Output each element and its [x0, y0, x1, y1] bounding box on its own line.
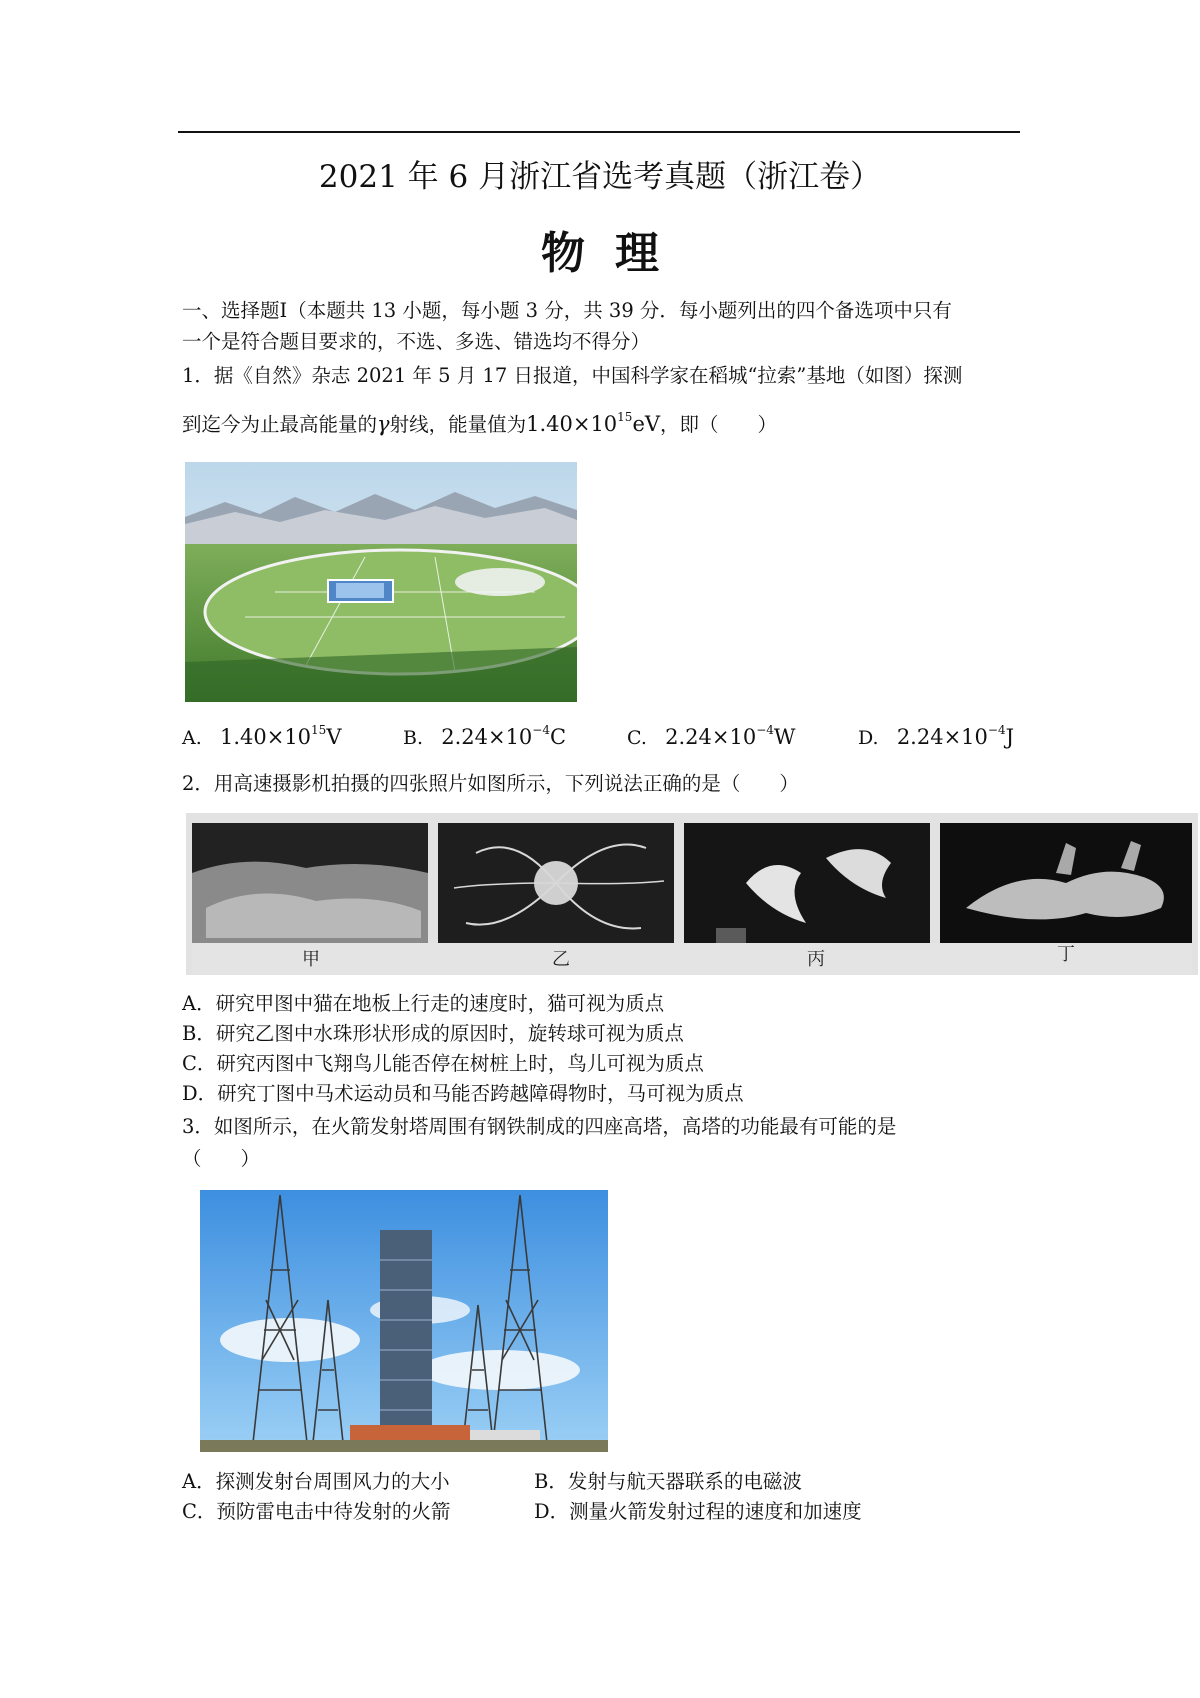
section-heading-line2: 一个是符合题目要求的，不选、多选、错选均不得分） — [182, 330, 651, 353]
option-mantissa: 1.40×10 — [219, 725, 312, 749]
option-letter: D. — [858, 727, 879, 749]
option-exponent: −4 — [987, 723, 1006, 737]
q1-option-b — [403, 723, 566, 752]
option-unit: W — [773, 725, 796, 749]
gamma-symbol: γ — [377, 412, 390, 436]
photo-label-ding: 丁 — [1057, 944, 1075, 965]
exam-title: 2021 年 6 月浙江省选考真题（浙江卷） — [318, 159, 882, 195]
q3-stem-line1: 3．如图所示，在火箭发射塔周围有钢铁制成的四座高塔，高塔的功能最有可能的是 — [182, 1115, 897, 1138]
top-border-rule — [178, 131, 1020, 133]
photo-label-yi: 乙 — [552, 949, 570, 970]
q2-option-d: D．研究丁图中马术运动员和马能否跨越障碍物时，马可视为质点 — [182, 1082, 744, 1105]
option-unit: V — [326, 725, 342, 749]
option-mantissa: 2.24×10 — [665, 725, 757, 749]
q1-stem-line2 — [182, 410, 777, 439]
option-value — [665, 725, 795, 749]
photo-label-jia: 甲 — [302, 949, 320, 970]
q3-option-c: C．预防雷电击中待发射的火箭 — [182, 1500, 451, 1523]
launch-tower-photo — [200, 1190, 608, 1452]
q2-stem: 2．用高速摄影机拍摄的四张照片如图所示，下列说法正确的是（ ） — [182, 772, 799, 795]
option-exponent: −4 — [756, 723, 774, 737]
subject-heading: 物理 — [541, 228, 689, 279]
lhaaso-observatory-photo — [185, 462, 577, 702]
q2-option-c: C．研究丙图中飞翔鸟儿能否停在树桩上时，鸟儿可视为质点 — [182, 1052, 704, 1075]
option-letter: C. — [627, 727, 647, 749]
q3-option-a: A．探测发射台周围风力的大小 — [182, 1470, 450, 1493]
option-mantissa: 2.24×10 — [896, 725, 988, 749]
q2-option-a: A．研究甲图中猫在地板上行走的速度时，猫可视为质点 — [182, 992, 665, 1015]
option-exponent: −4 — [532, 723, 550, 737]
section-heading-line1: 一、选择题Ⅰ（本题共 13 小题，每小题 3 分，共 39 分．每小题列出的四个备选项中只有 — [182, 299, 952, 322]
q1-stem-line1: 1．据《自然》杂志 2021 年 5 月 17 日报道，中国科学家在稻城“拉索”基地（如图）探测 — [182, 364, 963, 387]
q1-option-d — [858, 723, 1014, 752]
q1-stem-suffix: ，即（ ） — [660, 413, 778, 436]
q2-option-b: B．研究乙图中水珠形状形成的原因时，旋转球可视为质点 — [182, 1022, 684, 1045]
energy-exponent: 15 — [617, 410, 633, 424]
q3-stem-line2: （ ） — [182, 1147, 261, 1170]
energy-unit: eV — [632, 412, 661, 436]
q1-energy-value — [526, 412, 660, 436]
option-unit: J — [1005, 725, 1015, 749]
photo-label-bing: 丙 — [807, 949, 825, 970]
energy-mantissa: 1.40×10 — [526, 412, 618, 436]
option-mantissa: 2.24×10 — [441, 725, 533, 749]
option-exponent: 15 — [311, 723, 327, 737]
option-unit: C — [550, 725, 567, 749]
high-speed-photos-strip — [186, 813, 1198, 975]
option-value — [897, 725, 1014, 749]
option-value — [441, 725, 566, 749]
option-letter: A. — [182, 727, 202, 749]
q3-option-d: D．测量火箭发射过程的速度和加速度 — [534, 1500, 862, 1523]
q1-stem-mid: 射线，能量值为 — [389, 413, 527, 436]
option-value — [220, 725, 342, 749]
q1-stem-prefix: 到迄今为止最高能量的 — [182, 413, 378, 436]
q1-option-a — [182, 723, 342, 752]
q1-option-c — [627, 723, 795, 752]
option-letter: B. — [403, 727, 424, 749]
q3-option-b: B．发射与航天器联系的电磁波 — [534, 1470, 802, 1493]
